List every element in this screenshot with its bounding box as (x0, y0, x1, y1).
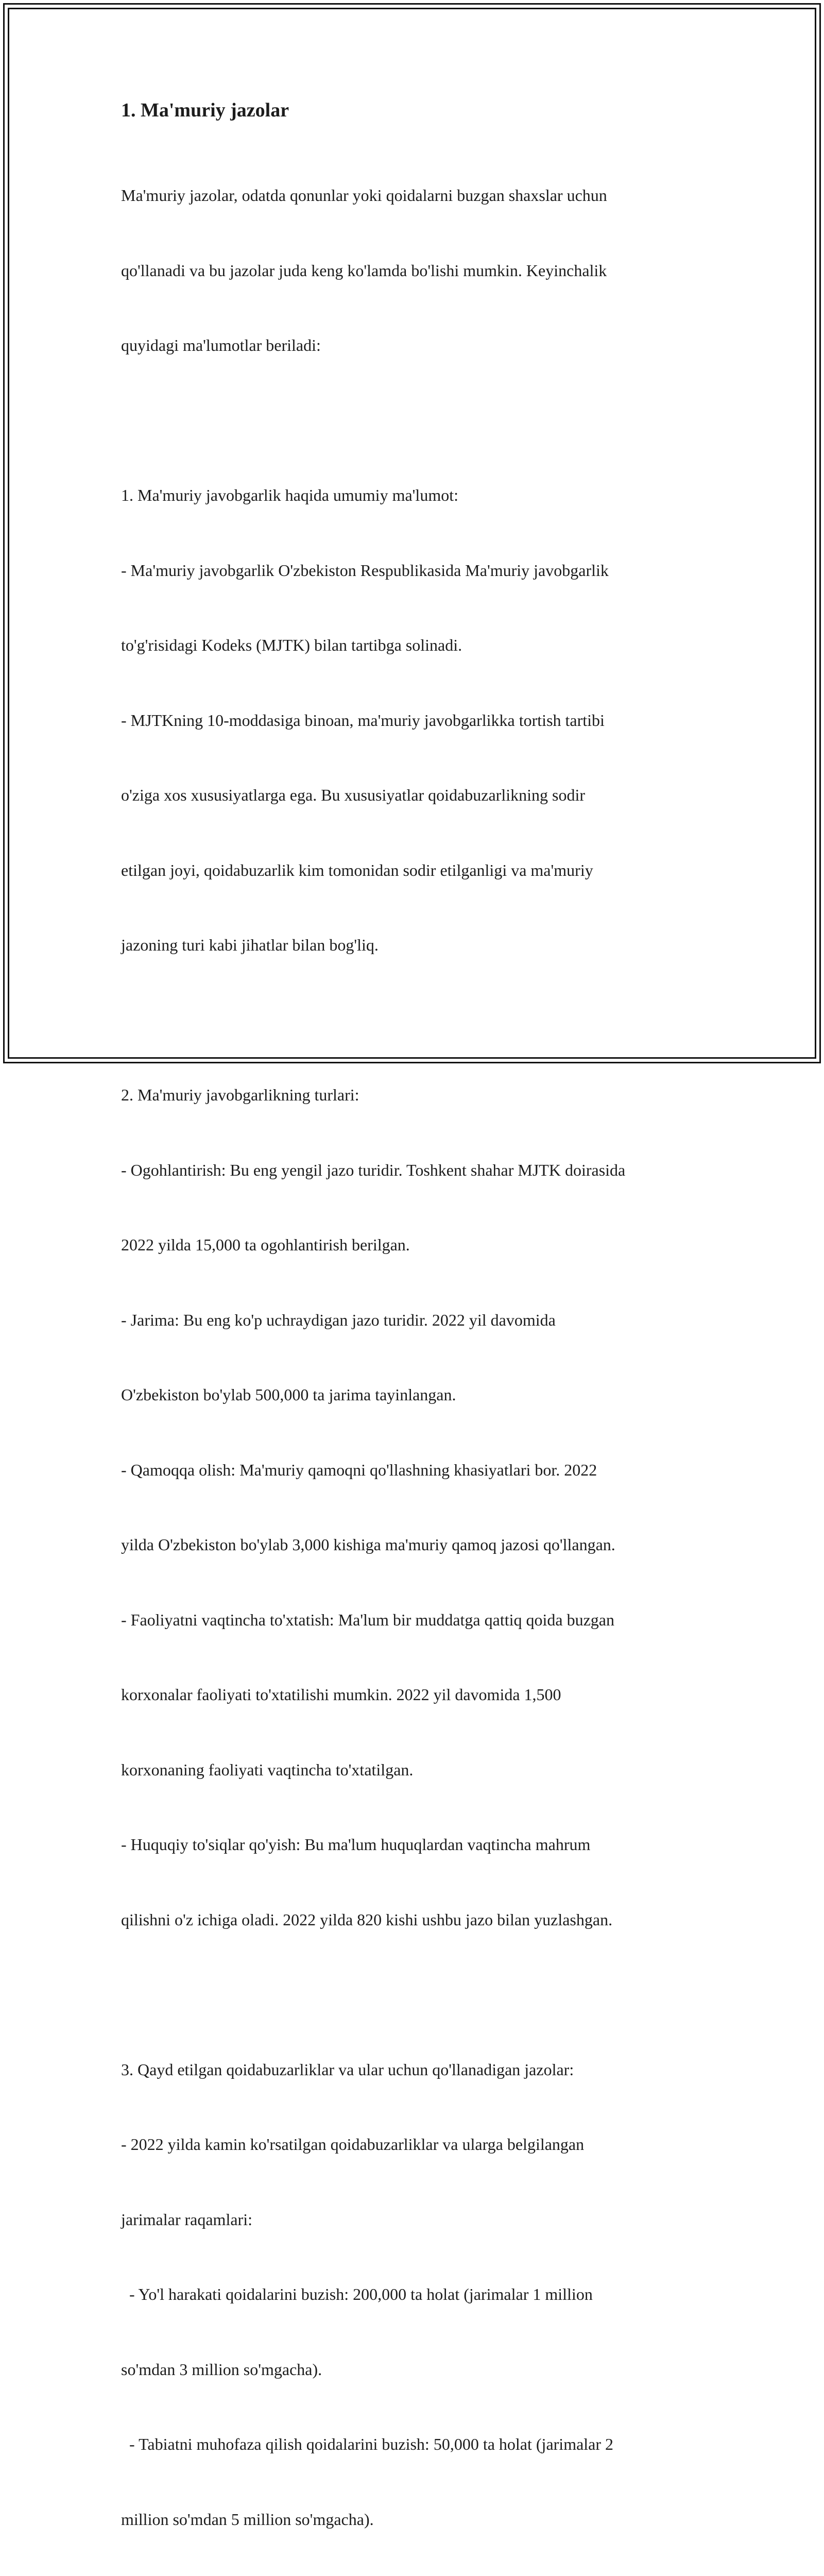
list-item: - Ogohlantirish: Bu eng yengil jazo turidir. Toshkent shahar MJTK doirasida (121, 1158, 724, 1183)
text-line: Ma'muriy jazolar, odatda qonunlar yoki qoidalarni buzgan shaxslar uchun (121, 183, 724, 208)
text-line: qo'llanadi va bu jazolar juda keng ko'lamda bo'lishi mumkin. Keyinchalik (121, 258, 724, 283)
list-item: - Jarima: Bu eng ko'p uchraydigan jazo turidir. 2022 yil davomida (121, 1308, 724, 1333)
text-line: korxonalar faoliyati to'xtatilishi mumkin. 2022 yil davomida 1,500 (121, 1682, 724, 1707)
text-line: qilishni o'z ichiga oladi. 2022 yilda 820 kishi ushbu jazo bilan yuzlashgan. (121, 1907, 724, 1933)
list-heading: 2. Ma'muriy javobgarlikning turlari: (121, 1082, 724, 1108)
liability-types-section (121, 1032, 724, 1982)
general-info-section (121, 433, 724, 1008)
text-line: million so'mdan 5 million so'mgacha). (121, 2507, 724, 2532)
text-line: o'ziga xos xususiyatlarga ega. Bu xususiyatlar qoidabuzarlikning sodir (121, 783, 724, 808)
text-line: yilda O'zbekiston bo'ylab 3,000 kishiga ma'muriy qamoq jazosi qo'llangan. (121, 1532, 724, 1557)
text-line: korxonaning faoliyati vaqtincha to'xtatilgan. (121, 1757, 724, 1783)
text-line: to'g'risidagi Kodeks (MJTK) bilan tartibga solinadi. (121, 633, 724, 658)
list-item: - Ma'muriy javobgarlik O'zbekiston Respublikasida Ma'muriy javobgarlik (121, 558, 724, 583)
intro-paragraph (121, 133, 724, 408)
list-item: - Faoliyatni vaqtincha to'xtatish: Ma'lum bir muddatga qattiq qoida buzgan (121, 1607, 724, 1633)
list-heading: 3. Qayd etilgan qoidabuzarliklar va ular uchun qo'llanadigan jazolar: (121, 2057, 724, 2082)
violations-section (121, 2007, 724, 2576)
list-heading: 1. Ma'muriy javobgarlik haqida umumiy ma'lumot: (121, 483, 724, 508)
text-line: 2022 yilda 15,000 ta ogohlantirish berilgan. (121, 1232, 724, 1258)
text-line: jazoning turi kabi jihatlar bilan bog'liq. (121, 933, 724, 958)
list-item: - 2022 yilda kamin ko'rsatilgan qoidabuzarliklar va ularga belgilangan (121, 2132, 724, 2157)
sub-list-item: - Tabiatni muhofaza qilish qoidalarini buzish: 50,000 ta holat (jarimalar 2 (121, 2432, 724, 2457)
sub-list-item: - Yo'l harakati qoidalarini buzish: 200,000 ta holat (jarimalar 1 million (121, 2282, 724, 2307)
list-item: - Qamoqqa olish: Ma'muriy qamoqni qo'llashning khasiyatlari bor. 2022 (121, 1458, 724, 1483)
text-line: etilgan joyi, qoidabuzarlik kim tomonidan sodir etilganligi va ma'muriy (121, 858, 724, 883)
text-line: quyidagi ma'lumotlar beriladi: (121, 333, 724, 358)
document-body (121, 98, 724, 2576)
text-line: O'zbekiston bo'ylab 500,000 ta jarima tayinlangan. (121, 1382, 724, 1408)
list-item: - Huquqiy to'siqlar qo'yish: Bu ma'lum huquqlardan vaqtincha mahrum (121, 1832, 724, 1857)
list-item: - MJTKning 10-moddasiga binoan, ma'muriy javobgarlikka tortish tartibi (121, 708, 724, 733)
section-heading: 1. Ma'muriy jazolar (121, 98, 724, 123)
text-line: jarimalar raqamlari: (121, 2207, 724, 2232)
text-line: so'mdan 3 million so'mgacha). (121, 2357, 724, 2382)
